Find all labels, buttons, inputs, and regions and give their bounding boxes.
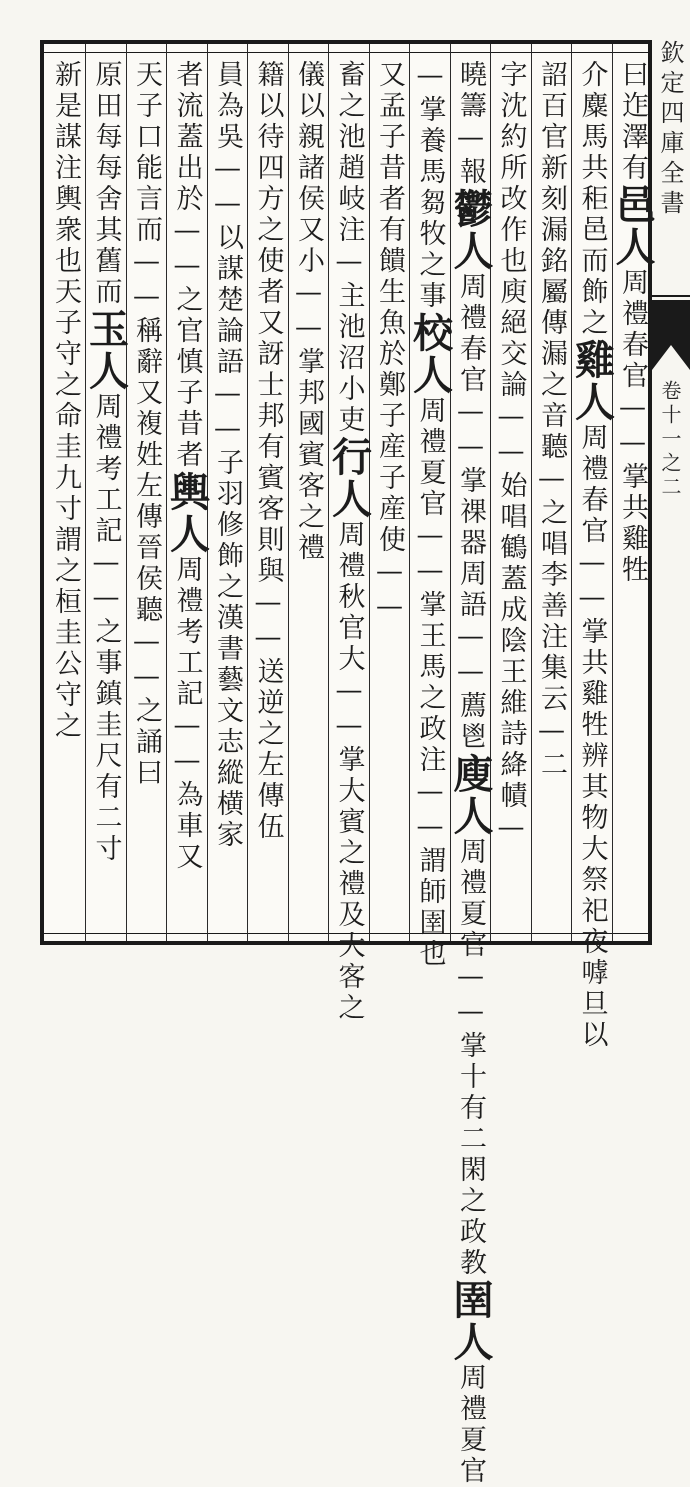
gloss-text: 曰迮澤有	[617, 60, 648, 184]
gloss-text: 畜之池趙岐注—主池沼小吏	[333, 60, 365, 436]
text-column	[82, 60, 130, 930]
column-divider	[126, 44, 127, 941]
column-divider	[288, 44, 289, 941]
column-divider	[612, 44, 613, 941]
text-column	[491, 60, 531, 930]
gloss-text: 周禮夏官——掌王馬之政注——謂師圉也	[414, 396, 446, 970]
gloss-text: 者流蓋出於——之官慎子昔者	[171, 60, 203, 471]
entry-headword: 校人	[406, 312, 454, 396]
text-column	[248, 60, 288, 930]
text-column	[163, 60, 211, 930]
gloss-text: 周禮春官——掌共雞牲	[617, 268, 648, 586]
text-column	[288, 60, 328, 930]
entry-headword: 行人	[325, 436, 373, 520]
gloss-text: 周禮考工記——為車又	[171, 555, 203, 873]
gloss-text: 員為吳——以謀楚論語——子羽修飾之漢書藝文志縱横家	[212, 60, 243, 851]
text-column	[325, 60, 373, 1024]
text-column	[447, 60, 494, 1487]
gloss-text: 周禮考工記——之事鎮圭尺有二寸	[90, 392, 122, 865]
gloss-text: —掌養馬芻牧之事	[414, 60, 446, 312]
column-divider	[409, 44, 410, 941]
entry-headword: 圉人	[447, 1279, 494, 1363]
gloss-text: 周禮春官——掌祼器周語——薦鬯	[455, 272, 486, 753]
text-column	[568, 60, 616, 1051]
text-column	[369, 60, 409, 930]
gloss-text: 又孟子昔者有饋生魚於鄭子産子産使——	[374, 60, 405, 626]
text-column	[609, 60, 656, 930]
column-divider	[571, 44, 572, 941]
book-title: 欽定四庫全書	[656, 40, 684, 220]
entry-headword: 輿人	[163, 471, 211, 555]
column-divider	[531, 44, 532, 941]
gloss-text: 周禮夏官	[455, 1363, 486, 1487]
fishtail-rule	[652, 295, 690, 297]
text-column	[207, 60, 247, 930]
top-rule	[44, 52, 650, 53]
text-column	[45, 60, 85, 930]
gloss-text: 周禮春官——掌共雞牲辨其物大祭祀夜嘑旦以	[576, 423, 608, 1051]
gloss-text: 詔百官新刻漏銘屬傳漏之音聽—之唱李善注集云—二	[536, 60, 567, 781]
volume-label: 卷十一之二	[658, 380, 682, 500]
gloss-text: 曉籌—報	[455, 60, 486, 188]
column-divider	[247, 44, 248, 941]
gloss-text: 原田每每舍其舊而	[90, 60, 122, 308]
column-divider	[85, 44, 86, 941]
gloss-text: 周禮夏官——掌十有二閑之政教	[455, 837, 486, 1279]
entry-headword: 雞人	[568, 339, 616, 423]
gloss-text: 介麋馬共秬邑而飾之	[576, 60, 608, 339]
entry-headword: 鬱人	[447, 188, 494, 272]
text-column	[406, 60, 454, 970]
fishtail-mark-icon	[652, 300, 690, 370]
gloss-text: 儀以親諸侯又小——掌邦國賓客之禮	[293, 60, 324, 564]
column-divider	[166, 44, 167, 941]
column-divider	[328, 44, 329, 941]
entry-headword: 廋人	[447, 753, 494, 837]
text-column	[126, 60, 166, 930]
gloss-text: 周禮秋官大——掌大賓之禮及大客之	[333, 520, 365, 1024]
entry-headword: 玉人	[82, 308, 130, 392]
column-divider	[450, 44, 451, 941]
gloss-text: 字沈約所改作也庾絕交論——始唱鶴蓋成陰王維詩絳幘—	[495, 60, 527, 847]
text-column	[531, 60, 571, 930]
gloss-text: 天子口能言而——稱辭又複姓左傳晉侯聽——之誦曰	[131, 60, 162, 789]
gloss-text: 新是謀注輿衆也天子守之命圭九寸謂之桓圭公守之	[50, 60, 81, 742]
entry-headword: 邑人	[609, 184, 656, 268]
gloss-text: 籍以待四方之使者又訝士邦有賓客則與——送逆之左傳伍	[252, 60, 284, 843]
